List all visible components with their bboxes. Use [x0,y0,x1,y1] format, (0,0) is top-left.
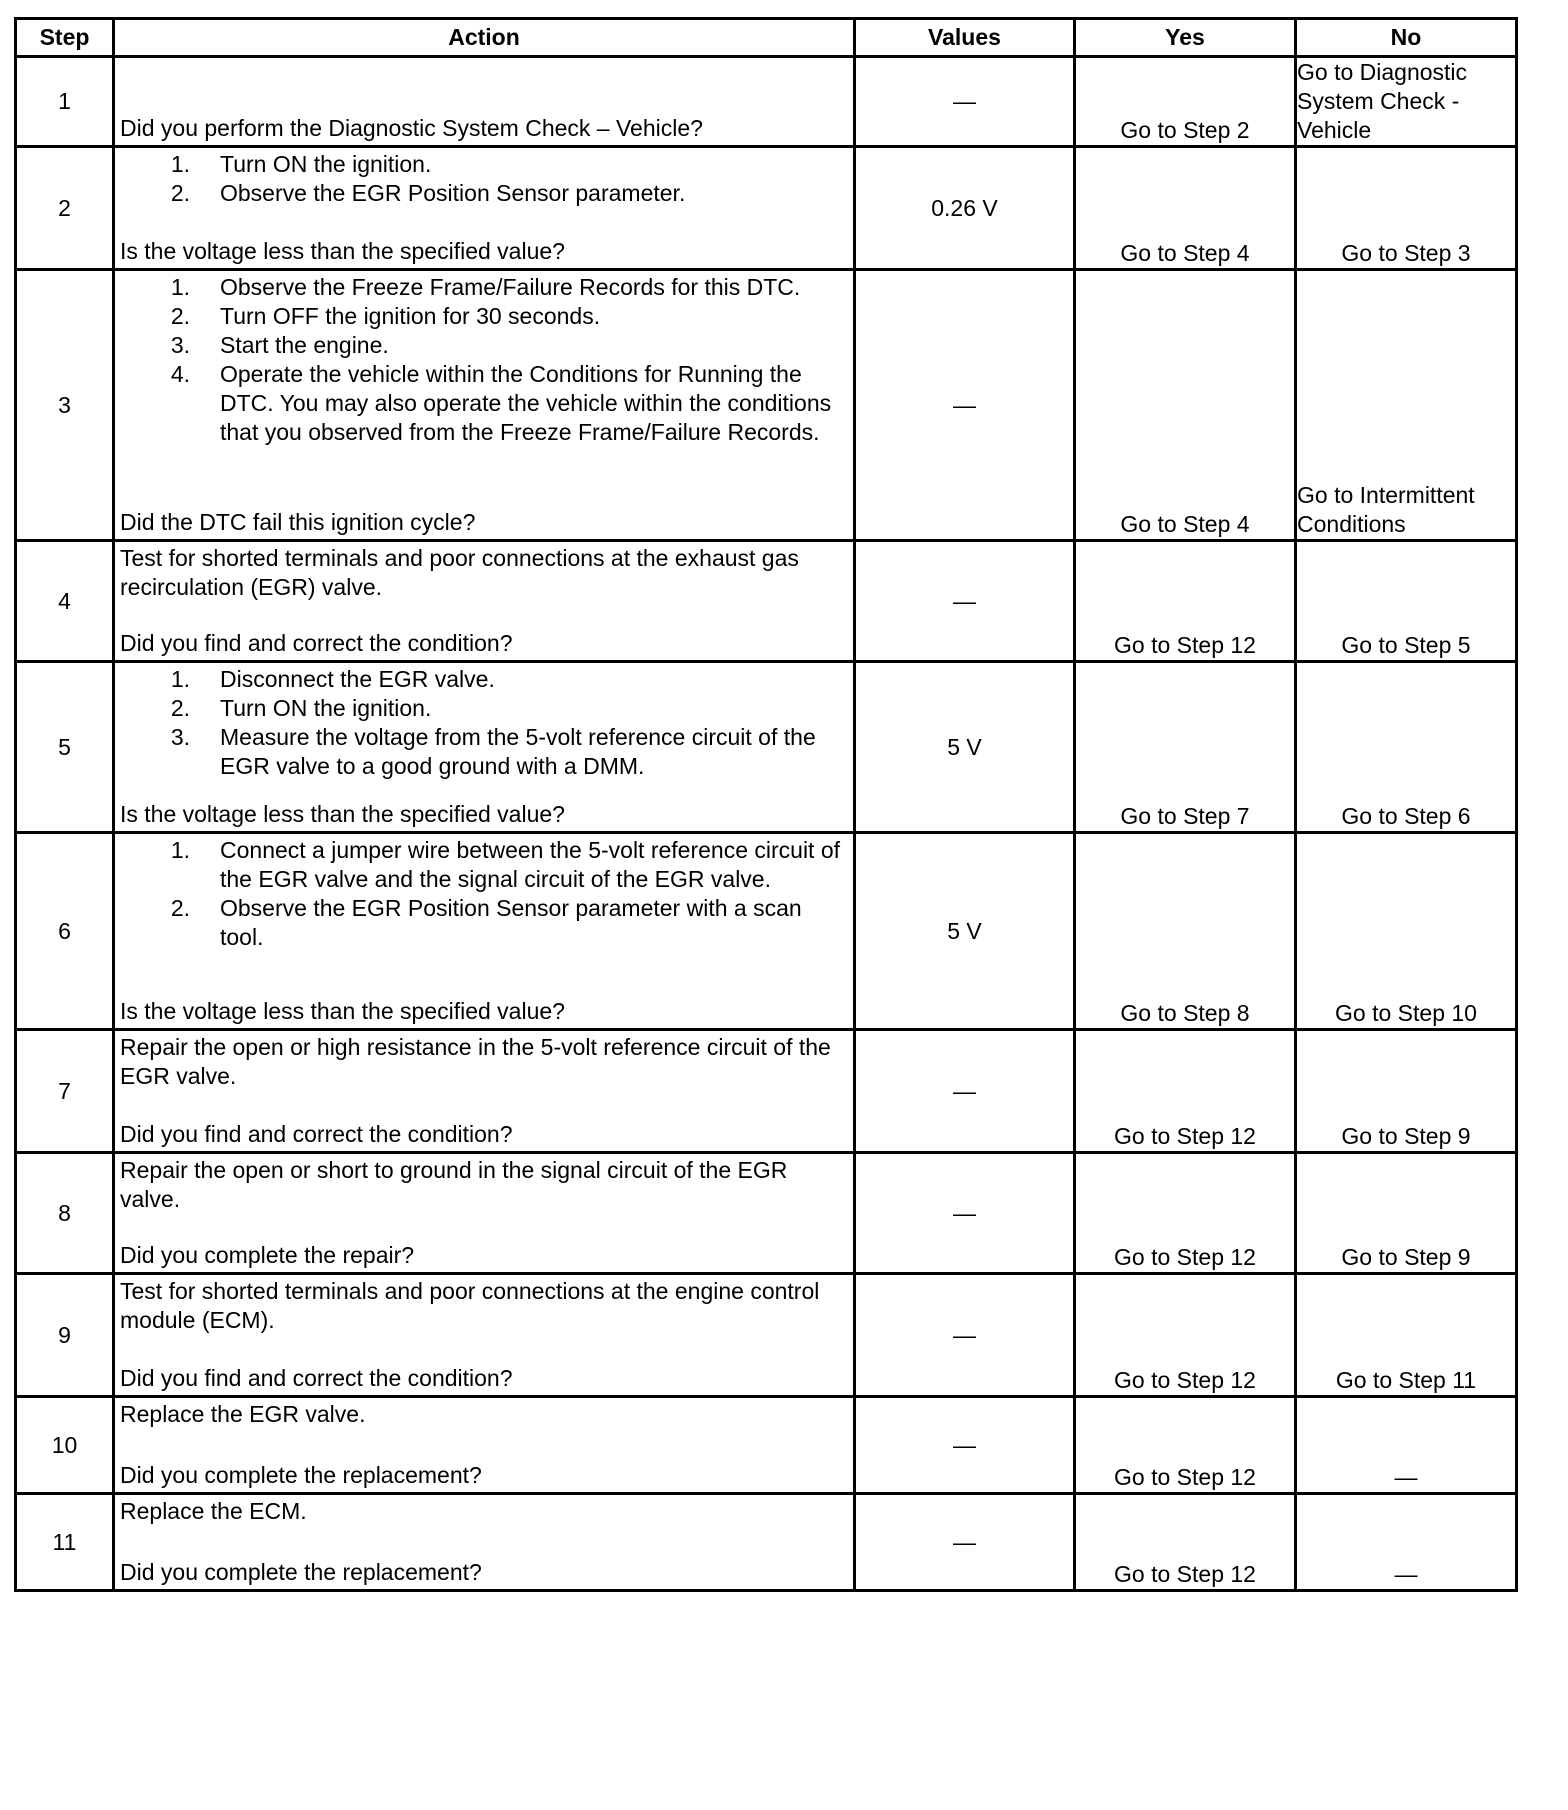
action-step-item [120,894,848,952]
action-instructions [120,1033,848,1091]
action-content [115,1275,853,1395]
header-no: No [1296,19,1517,57]
action-question: Did you find and correct the condition? [120,1121,513,1147]
table-row [16,57,1517,147]
step-number: 4 [16,541,114,662]
table-row [16,1153,1517,1274]
table-row [16,270,1517,541]
action-content [115,1495,853,1589]
action-instructions [120,544,848,602]
action-step-text: Turn OFF the ignition for 30 seconds. [220,303,601,329]
action-cell [114,1494,855,1591]
action-instructions [120,665,848,781]
yes-cell: Go to Step 4 [1075,270,1296,541]
action-cell [114,833,855,1030]
action-step-text: Start the engine. [220,332,389,358]
action-question: Did you complete the replacement? [120,1462,482,1488]
action-cell [114,270,855,541]
action-step-number: 2. [170,180,190,206]
yes-cell: Go to Step 12 [1075,1397,1296,1494]
action-instructions [120,836,848,952]
action-question: Did the DTC fail this ignition cycle? [120,509,476,535]
step-number: 11 [16,1494,114,1591]
action-cell [114,1030,855,1153]
action-instructions [120,1497,848,1526]
action-intro: Replace the ECM. [120,1498,307,1524]
action-question: Is the voltage less than the specified value? [120,801,565,827]
action-cell [114,541,855,662]
table-row [16,833,1517,1030]
action-question: Is the voltage less than the specified value? [120,238,565,264]
step-number: 7 [16,1030,114,1153]
action-question: Did you complete the repair? [120,1242,415,1268]
action-cell [114,147,855,270]
values-cell: — [855,270,1075,541]
action-step-text: Turn ON the ignition. [220,151,432,177]
action-steps-list [120,150,848,208]
action-question: Did you perform the Diagnostic System Check – Vehicle? [120,115,703,141]
action-cell [114,662,855,833]
yes-cell: Go to Step 12 [1075,1274,1296,1397]
action-content [115,663,853,831]
yes-cell: Go to Step 7 [1075,662,1296,833]
action-cell [114,1274,855,1397]
action-step-item [120,360,848,447]
no-cell: Go to Step 6 [1296,662,1517,833]
values-cell: — [855,541,1075,662]
step-number: 3 [16,270,114,541]
action-step-number: 1. [170,274,190,300]
action-step-number: 4. [170,361,190,387]
action-step-number: 3. [170,332,190,358]
yes-cell: Go to Step 12 [1075,1030,1296,1153]
action-content [115,271,853,539]
action-content [115,542,853,660]
no-cell: — [1296,1397,1517,1494]
yes-cell: Go to Step 8 [1075,833,1296,1030]
action-content [115,58,853,145]
action-intro: Repair the open or high resistance in the 5-volt reference circuit of the EGR valve. [120,1034,831,1089]
action-step-item [120,273,848,302]
step-number: 9 [16,1274,114,1397]
values-cell: 5 V [855,833,1075,1030]
action-question: Did you find and correct the condition? [120,630,513,656]
table-row [16,1274,1517,1397]
table-row [16,662,1517,833]
action-cell [114,1397,855,1494]
table-row [16,147,1517,270]
step-number: 10 [16,1397,114,1494]
yes-cell: Go to Step 4 [1075,147,1296,270]
no-cell: Go to Step 11 [1296,1274,1517,1397]
no-cell: Go to Diagnostic System Check - Vehicle [1296,57,1517,147]
action-step-number: 3. [170,724,190,750]
action-instructions [120,1277,848,1335]
action-content [115,148,853,268]
action-steps-list [120,665,848,781]
header-values: Values [855,19,1075,57]
step-number: 1 [16,57,114,147]
step-number: 6 [16,833,114,1030]
action-step-item [120,179,848,208]
table-header-row [16,19,1517,57]
values-cell: — [855,1494,1075,1591]
header-action: Action [114,19,855,57]
action-instructions [120,1400,848,1429]
yes-cell: Go to Step 12 [1075,541,1296,662]
action-step-number: 2. [170,695,190,721]
action-intro: Test for shorted terminals and poor connections at the exhaust gas recirculation (EGR) valve. [120,545,799,600]
action-content [115,1031,853,1151]
action-content [115,1398,853,1492]
action-question: Did you complete the replacement? [120,1559,482,1585]
header-yes: Yes [1075,19,1296,57]
action-step-text: Connect a jumper wire between the 5-volt reference circuit of the EGR valve and the signal circuit of the EGR valve. [220,837,841,892]
action-step-item [120,665,848,694]
yes-cell: Go to Step 12 [1075,1494,1296,1591]
action-step-number: 2. [170,895,190,921]
step-number: 2 [16,147,114,270]
values-cell: — [855,1153,1075,1274]
action-question: Did you find and correct the condition? [120,1365,513,1391]
action-step-number: 1. [170,151,190,177]
action-steps-list [120,836,848,952]
action-step-text: Observe the Freeze Frame/Failure Records for this DTC. [220,274,801,300]
diagnostic-table [14,17,1518,1592]
action-step-item [120,150,848,179]
header-step: Step [16,19,114,57]
yes-cell: Go to Step 12 [1075,1153,1296,1274]
action-step-text: Observe the EGR Position Sensor parameter with a scan tool. [220,895,802,950]
action-cell [114,57,855,147]
no-cell: Go to Step 9 [1296,1153,1517,1274]
values-cell: — [855,1274,1075,1397]
action-step-number: 1. [170,837,190,863]
action-question: Is the voltage less than the specified value? [120,998,565,1024]
action-step-text: Operate the vehicle within the Conditions for Running the DTC. You may also operate the vehicle within the conditions that you observed from the Freeze Frame/Failure Records. [220,361,832,445]
values-cell: — [855,57,1075,147]
action-intro: Test for shorted terminals and poor connections at the engine control module (ECM). [120,1278,820,1333]
table-body [16,57,1517,1591]
action-step-item [120,836,848,894]
values-cell: — [855,1397,1075,1494]
action-step-text: Measure the voltage from the 5-volt reference circuit of the EGR valve to a good ground with a DMM. [220,724,816,779]
table-row [16,1494,1517,1591]
action-intro: Repair the open or short to ground in the signal circuit of the EGR valve. [120,1157,788,1212]
action-step-number: 1. [170,666,190,692]
values-cell: — [855,1030,1075,1153]
action-step-text: Turn ON the ignition. [220,695,432,721]
no-cell: Go to Step 3 [1296,147,1517,270]
step-number: 8 [16,1153,114,1274]
no-cell: Go to Step 9 [1296,1030,1517,1153]
no-cell: Go to Step 10 [1296,833,1517,1030]
action-cell [114,1153,855,1274]
values-cell: 5 V [855,662,1075,833]
action-instructions [120,273,848,447]
action-step-text: Observe the EGR Position Sensor parameter. [220,180,686,206]
values-cell: 0.26 V [855,147,1075,270]
no-cell: — [1296,1494,1517,1591]
action-content [115,1154,853,1272]
table-row [16,1397,1517,1494]
table-row [16,541,1517,662]
action-steps-list [120,273,848,447]
no-cell: Go to Step 5 [1296,541,1517,662]
action-step-item [120,694,848,723]
action-step-item [120,723,848,781]
no-cell: Go to Intermittent Conditions [1296,270,1517,541]
action-step-number: 2. [170,303,190,329]
action-step-text: Disconnect the EGR valve. [220,666,495,692]
table-row [16,1030,1517,1153]
action-content [115,834,853,1028]
action-step-item [120,302,848,331]
step-number: 5 [16,662,114,833]
action-instructions [120,150,848,208]
yes-cell: Go to Step 2 [1075,57,1296,147]
action-intro: Replace the EGR valve. [120,1401,366,1427]
action-instructions [120,1156,848,1214]
action-step-item [120,331,848,360]
